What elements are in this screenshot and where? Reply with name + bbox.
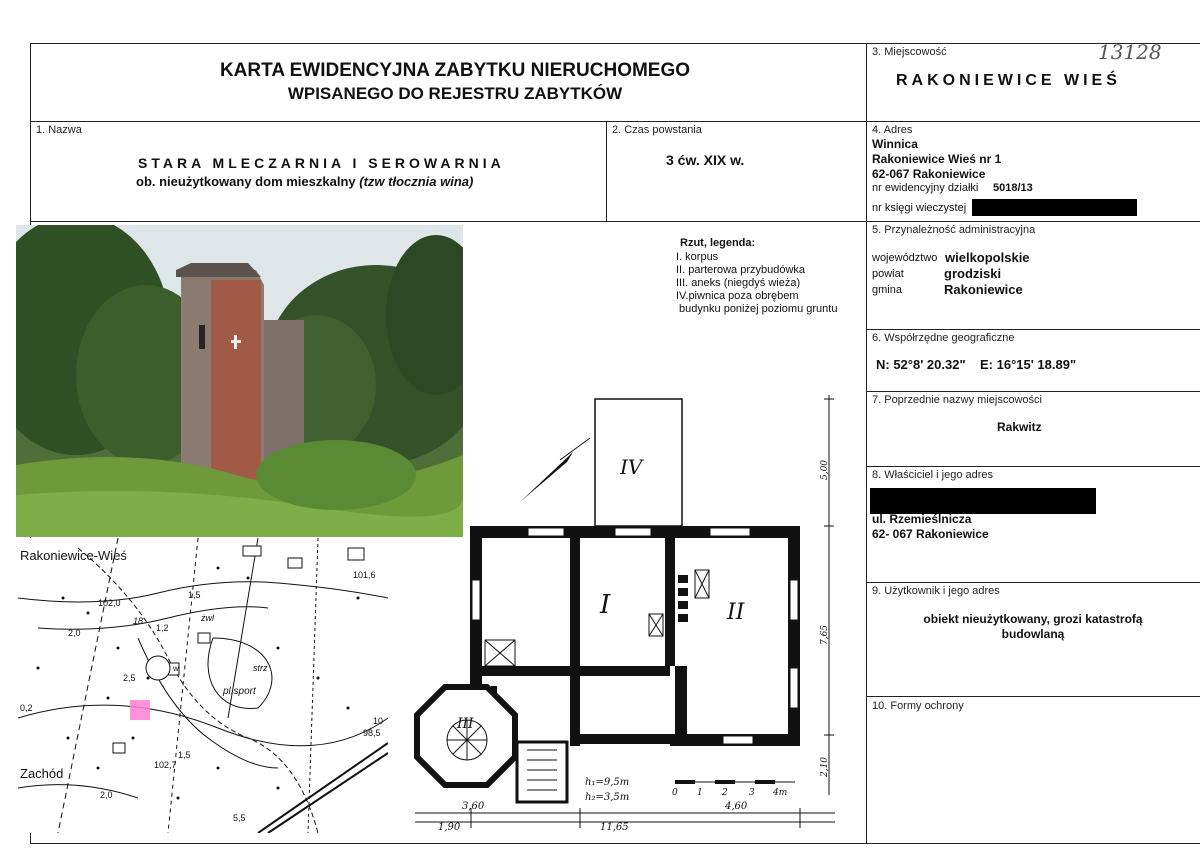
floor-plan [395,390,850,840]
map-spot-5-5: 5,5 [233,813,246,823]
location-map [18,538,388,833]
uzytkownik-line1: obiekt nieużytkowany, grozi katastrofą [923,612,1143,626]
nazwa-line2-prefix: ob. nieużytkowany dom mieszkalny [136,174,356,189]
plan-dim-1165: 11,65 [600,822,629,833]
map-spot-0-2: 0,2 [20,703,33,713]
legend-item: II. parterowa przybudówka [676,264,806,276]
miejscowosc-label: 3. Miejscowość [872,46,947,58]
uzytkownik-label: 9. Użytkownik i jego adres [872,585,1000,597]
powiat-value: grodziski [944,266,1002,281]
miejscowosc-value: RAKONIEWICE WIEŚ [896,72,1121,89]
scale-0: 0 [672,788,678,798]
poprzednie-label: 7. Poprzednie nazwy miejscowości [872,394,1042,406]
powiat-label: powiat [872,268,904,280]
plan-room-I: I [600,590,611,620]
map-spot-102-7: 102,7 [154,760,177,770]
map-spot-2-0: 2,0 [68,628,81,638]
map-w-label: w [173,664,179,673]
czas-label: 2. Czas powstania [612,124,702,136]
dzialka-value: 5018/13 [993,182,1033,194]
uzytkownik-line2: budowlaną [1001,627,1065,641]
nazwa-line2 [136,174,473,189]
wlasciciel-label: 8. Właściciel i jego adres [872,469,994,481]
map-sport-label: pl.sport [223,686,256,697]
gmina-value: Rakoniewice [944,282,1023,297]
map-spot-102-0: 102,0 [98,598,121,608]
legend-item: I. korpus [676,251,719,263]
przynaleznosc-label: 5. Przynależność administracyjna [872,224,1036,236]
nazwa-label: 1. Nazwa [36,124,82,136]
map-spot-101-6: 101,6 [353,570,376,580]
czas-value: 3 ćw. XIX w. [666,152,745,168]
nazwa-line1: STARA MLECZARNIA I SEROWARNIA [138,155,505,171]
card-title-line2: WPISANEGO DO REJESTRU ZABYTKÓW [287,84,623,103]
wspolrzedne-e: E: 16°15' 18.89" [980,357,1077,372]
adres-line1: Winnica [872,137,918,151]
plan-dim-460: 4,60 [725,801,748,812]
map-18-label: 18 [133,616,144,626]
registry-number: 13128 [1098,40,1162,64]
dzialka-label: nr ewidencyjny działki [872,182,979,194]
map-place-rakoniewice: Rakoniewice-Wieś [20,548,127,563]
scale-2: 2 [722,788,728,798]
map-place-zachod: Zachód [20,766,64,781]
wlasciciel-redaction [870,488,1096,514]
legend-item: budynku poniżej poziomu gruntu [676,303,838,315]
plan-room-III: III [457,716,474,732]
plan-dim-360: 3,60 [462,801,485,812]
plan-dim-765: 7,65 [820,624,831,646]
legend-item: III. aneks (niegdyś wieża) [676,277,801,289]
wspolrzedne-label: 6. Współrzędne geograficzne [872,332,1015,344]
map-spot-1-5b: 1,5 [178,750,191,760]
plan-h1: h₁=9,5m [585,777,630,788]
plan-dim-190: 1,90 [438,822,461,833]
plan-dim-500: 5,00 [820,459,831,481]
nazwa-line2-italic: (tzw tłocznia wina) [359,174,474,189]
formy-label: 10. Formy ochrony [872,700,964,712]
adres-line2: Rakoniewice Wieś nr 1 [872,152,1002,166]
wspolrzedne-n: N: 52°8' 20.32" [876,357,966,372]
map-10-label: 10 [373,716,384,726]
map-spot-1-5: 1,5 [188,590,201,600]
legend-title: Rzut, legenda: [680,237,756,249]
plan-room-II: II [727,600,745,625]
legend-list [676,251,837,316]
wlasciciel-line1: ul. Rzemieślnicza [872,512,972,526]
ksiega-redaction [972,199,1137,216]
adres-line3: 62-067 Rakoniewice [872,167,986,181]
ksiega-label: nr księgi wieczystej [872,202,967,214]
map-zwl-label: żwl [201,613,214,623]
plan-room-IV: IV [620,455,643,479]
wlasciciel-line2: 62- 067 Rakoniewice [872,527,989,541]
woj-value: wielkopolskie [945,250,1030,265]
map-spot-1-2: 1,2 [156,623,169,633]
plan-dim-210: 2,10 [820,756,831,778]
card-title-line1: KARTA EWIDENCYJNA ZABYTKU NIERUCHOMEGO [219,60,691,81]
legend-item: IV.piwnica poza obrębem [676,290,799,302]
scale-3: 3 [749,788,755,798]
scale-4m: 4m [773,788,788,798]
woj-label: województwo [872,252,938,264]
map-spot-2-5: 2,5 [123,673,136,683]
poprzednie-value: Rakwitz [997,420,1042,434]
gmina-label: gmina [872,284,902,296]
adres-label: 4. Adres [872,124,913,136]
map-spot-98-5: 98,5 [363,728,381,738]
plan-h2: h₂=3,5m [585,792,630,803]
scale-1: 1 [697,788,703,798]
map-spot-2-0b: 2,0 [100,790,113,800]
map-strz-label: strz [253,663,268,673]
